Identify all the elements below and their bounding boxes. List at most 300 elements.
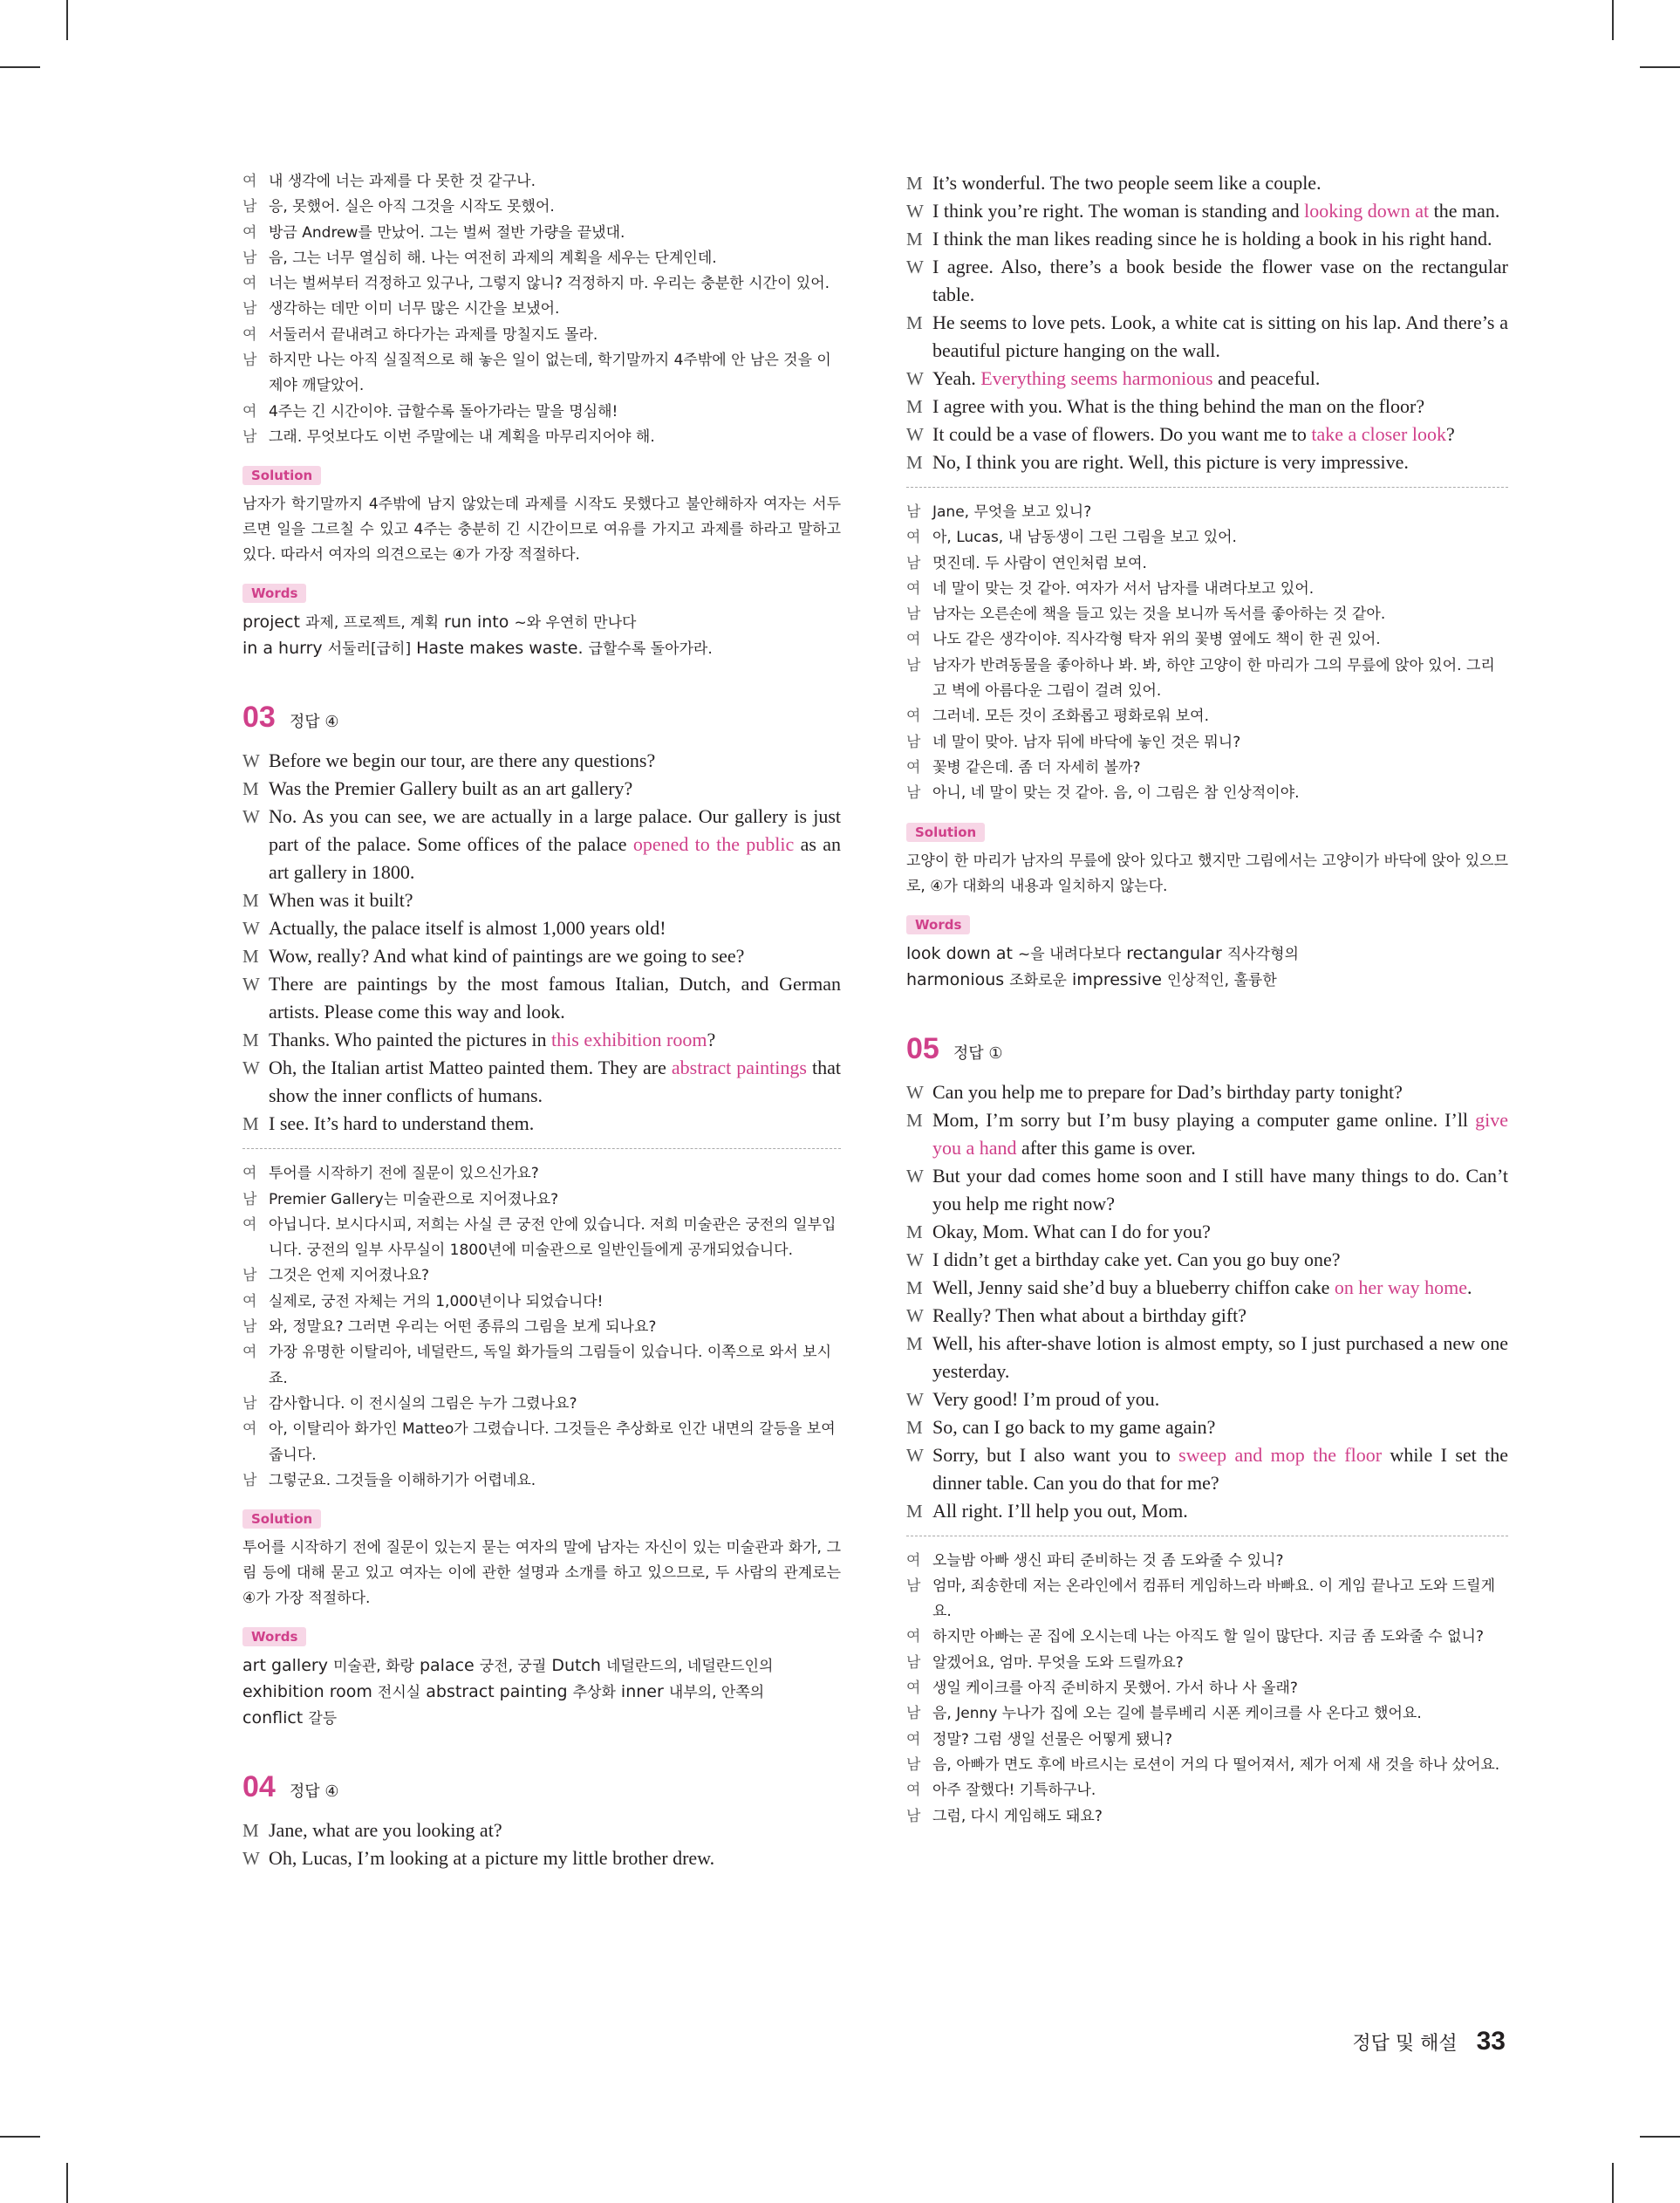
speaker-label: 남 <box>906 656 921 674</box>
line-text <box>932 1302 1508 1330</box>
speaker-label: M <box>906 312 923 333</box>
dialogue-line <box>906 421 1508 448</box>
dialogue-line <box>906 1385 1508 1413</box>
transcript-line <box>906 1804 1508 1830</box>
vocab-line <box>242 636 841 662</box>
line-text: 알겠어요, 엄마. 무엇을 도와 드릴까요? <box>932 1653 1184 1672</box>
q04-header <box>242 1770 841 1804</box>
dialogue-line <box>906 225 1508 253</box>
dialogue-line <box>906 197 1508 225</box>
transcript-line <box>906 1574 1508 1625</box>
dialogue-line <box>906 1302 1508 1330</box>
speaker-label: 남 <box>906 503 921 521</box>
transcript-line <box>906 781 1508 806</box>
speaker-label: W <box>242 1848 260 1870</box>
speaker-label: W <box>906 424 924 445</box>
vocab-term: Dutch <box>551 1656 601 1676</box>
speaker-label: 여 <box>906 631 921 649</box>
speaker-label: 남 <box>242 1267 257 1285</box>
transcript-line <box>242 348 841 400</box>
line-text <box>932 1106 1508 1162</box>
footer-label: 정답 및 해설 <box>1352 2033 1458 2055</box>
key-expression: on her way home <box>1334 1276 1468 1298</box>
q02-solution-text: 남자가 학기말까지 4주밖에 남지 않았는데 과제를 시작도 못했다고 불안해하자 여자는 서두르면 일을 그르칠 수 있고 4주는 충분히 긴 시간이므로 여유를 가지고 과제를 하라고 말하고 있다. 따라서 여자의 의견으로는 ④가 가장 적절하다. <box>242 496 841 564</box>
crop-mark-bottom-left-v <box>66 2163 68 2203</box>
transcript-line <box>906 627 1508 653</box>
key-expression: opened to the public <box>632 833 795 856</box>
solution-badge: Solution <box>906 823 985 842</box>
vocab-term: in a hurry <box>242 639 323 659</box>
speaker-label: W <box>906 201 924 222</box>
text-segment: ? <box>1445 423 1455 445</box>
speaker-label: 여 <box>242 275 257 293</box>
vocab-meaning: 급할수록 돌아가라. <box>588 640 713 659</box>
text-segment: Yeah. <box>932 367 981 389</box>
line-text <box>932 448 1508 476</box>
transcript-line <box>906 1625 1508 1650</box>
transcript-line <box>906 525 1508 551</box>
dialogue-line <box>906 393 1508 421</box>
text-segment: Jane, what are you looking at? <box>269 1819 502 1842</box>
line-text <box>932 1330 1508 1385</box>
transcript-line <box>906 602 1508 627</box>
transcript-line <box>906 1778 1508 1803</box>
crop-mark-bottom-left-h <box>0 2136 40 2138</box>
text-segment: while I set the dinner table. Can you do that for me? <box>932 1443 1508 1494</box>
speaker-label: M <box>906 1276 923 1298</box>
q04-korean-transcript <box>906 500 1508 807</box>
text-segment: after this game is over. <box>1016 1136 1196 1159</box>
transcript-line <box>242 169 841 195</box>
vocab-line <box>242 1653 841 1680</box>
speaker-label: W <box>906 1249 924 1270</box>
dialogue-line <box>906 309 1508 365</box>
line-text: 나도 같은 생각이야. 직사각형 탁자 위의 꽃병 옆에도 책이 한 권 있어. <box>932 631 1381 649</box>
speaker-label: 여 <box>242 1344 257 1362</box>
vocab-meaning: 추상화 <box>572 1684 616 1702</box>
words-badge: Words <box>906 915 970 934</box>
q04-english-dialogue-start <box>242 1816 841 1872</box>
dialogue-line <box>242 1110 841 1138</box>
transcript-line <box>906 730 1508 756</box>
vocab-line <box>242 1706 841 1732</box>
line-text <box>932 1246 1508 1274</box>
line-text: 하지만 나는 아직 실질적으로 해 놓은 일이 없는데, 학기말까지 4주밖에 안 남은 것을 이제야 깨달았어. <box>269 352 831 395</box>
speaker-label: 남 <box>242 1471 257 1489</box>
key-expression: sweep and mop the floor <box>1178 1443 1383 1466</box>
speaker-label: M <box>242 890 259 912</box>
transcript-line <box>906 1728 1508 1753</box>
line-text: 4주는 긴 시간이야. 급할수록 돌아가라는 말을 명심해! <box>269 402 618 421</box>
line-text <box>932 1497 1508 1525</box>
speaker-label: M <box>242 1113 259 1135</box>
line-text: 꽃병 같은데. 좀 더 자세히 볼까? <box>932 758 1141 777</box>
text-segment: There are paintings by the most famous Italian, Dutch, and German artists. Please come this way and look. <box>269 973 841 1023</box>
vocab-term: palace <box>419 1656 475 1676</box>
text-segment: I see. It’s hard to understand them. <box>269 1112 535 1135</box>
dialogue-line <box>906 1218 1508 1246</box>
speaker-label: 여 <box>242 402 257 421</box>
speaker-label: W <box>242 750 260 772</box>
q04-answer: 정답 ④ <box>289 1782 339 1802</box>
speaker-label: 여 <box>242 325 257 344</box>
speaker-label: 여 <box>906 708 921 726</box>
vocab-term: conflict <box>242 1708 304 1728</box>
dialogue-line <box>906 1413 1508 1441</box>
speaker-label: 여 <box>242 223 257 242</box>
speaker-label: M <box>906 1332 923 1354</box>
line-text: 아, 이탈리아 화가인 Matteo가 그렸습니다. 그것들은 추상화로 인간 내면의 갈등을 보여 줍니다. <box>269 1420 836 1464</box>
vocab-meaning: 과제, 프로젝트, 계획 <box>305 614 439 633</box>
key-expression: Everything seems harmonious <box>980 367 1213 389</box>
text-segment: All right. I’ll help you out, Mom. <box>932 1499 1188 1522</box>
crop-mark-bottom-right-h <box>1640 2136 1680 2138</box>
speaker-label: W <box>242 974 260 995</box>
line-text <box>932 421 1508 448</box>
q04-number: 04 <box>242 1770 276 1804</box>
words-badge: Words <box>242 1627 306 1646</box>
q04-vocabulary <box>906 941 1508 994</box>
words-badge: Words <box>242 584 306 603</box>
crop-mark-top-left-v <box>66 0 68 40</box>
dialogue-line <box>906 1162 1508 1218</box>
dialogue-line <box>242 886 841 914</box>
text-segment: No, I think you are right. Well, this picture is very impressive. <box>932 451 1409 473</box>
q05-answer: 정답 ① <box>953 1043 1003 1063</box>
speaker-label: 남 <box>906 554 921 572</box>
line-text: 생각하는 데만 이미 너무 많은 시간을 보냈어. <box>269 300 560 318</box>
speaker-label: M <box>906 1109 923 1131</box>
speaker-label: 남 <box>242 1318 257 1337</box>
vocab-line <box>906 968 1508 994</box>
vocab-meaning: 내부의, 안쪽의 <box>668 1684 765 1702</box>
key-expression: give you a hand <box>932 1108 1508 1159</box>
line-text: 정말? 그럼 생일 선물은 어떻게 됐니? <box>932 1730 1172 1748</box>
dialogue-line <box>242 1026 841 1054</box>
q03-solution-text: 투어를 시작하기 전에 질문이 있는지 묻는 여자의 말에 남자는 자신이 있는 미술관과 화가, 그림 등에 대해 묻고 있고 여자는 이에 관한 설명과 소개를 하고 있으므로, 두 사람의 관계로는 ④가 가장 적절하다. <box>242 1539 841 1608</box>
text-segment: Very good! I’m proud of you. <box>932 1387 1160 1410</box>
speaker-label: 남 <box>242 352 257 370</box>
text-segment: It’s wonderful. The two people seem like a couple. <box>932 172 1321 194</box>
transcript-line <box>242 323 841 348</box>
speaker-label: 여 <box>906 529 921 547</box>
q05-number: 05 <box>906 1031 939 1065</box>
dashed-divider <box>906 487 1508 488</box>
speaker-label: M <box>906 1221 923 1242</box>
speaker-label: 여 <box>242 1215 257 1234</box>
transcript-line <box>242 1187 841 1213</box>
line-text: 실제로, 궁전 자체는 거의 1,000년이나 되었습니다! <box>269 1292 604 1310</box>
transcript-line <box>242 1263 841 1289</box>
speaker-label: W <box>906 257 924 277</box>
solution-badge: Solution <box>242 466 321 485</box>
speaker-label: 남 <box>906 1653 921 1672</box>
line-text: 그럼, 다시 게임해도 돼요? <box>932 1807 1103 1825</box>
speaker-label: M <box>906 173 923 194</box>
vocab-meaning: 네덜란드의, 네덜란드인의 <box>606 1658 774 1676</box>
text-segment: Can you help me to prepare for Dad’s birthday party tonight? <box>932 1080 1403 1103</box>
transcript-line <box>242 1213 841 1264</box>
line-text <box>269 803 841 886</box>
text-segment: as an art gallery in 1800. <box>269 833 841 884</box>
transcript-line <box>906 653 1508 705</box>
transcript-line <box>242 271 841 297</box>
line-text: 네 말이 맞는 것 같아. 여자가 서서 남자를 내려다보고 있어. <box>932 579 1315 598</box>
line-text <box>932 1441 1508 1497</box>
speaker-label: W <box>906 1304 924 1326</box>
vocab-meaning: 전시실 <box>377 1684 421 1702</box>
speaker-label: 남 <box>242 249 257 267</box>
text-segment: and peaceful. <box>1212 367 1321 389</box>
vocab-term: project <box>242 612 300 633</box>
speaker-label: 남 <box>242 300 257 318</box>
text-segment: Oh, the Italian artist Matteo painted them. They are <box>269 1057 672 1079</box>
key-expression: this exhibition room <box>551 1029 707 1051</box>
line-text: 아, Lucas, 내 남동생이 그린 그림을 보고 있어. <box>932 529 1237 547</box>
transcript-line <box>906 1701 1508 1727</box>
line-text: 아닙니다. 보시다시피, 저희는 사실 큰 궁전 안에 있습니다. 저희 미술관은 궁전의 일부입니다. 궁전의 일부 사무실이 1800년에 미술관으로 일반인들에게 공개되었습니다. <box>269 1215 837 1260</box>
text-segment: It could be a vase of flowers. Do you want me to <box>932 423 1312 445</box>
left-column <box>242 169 841 1872</box>
key-expression: abstract paintings <box>671 1057 807 1079</box>
transcript-line <box>242 1161 841 1187</box>
speaker-label: M <box>906 229 923 250</box>
line-text: 그것은 언제 지어졌나요? <box>269 1267 430 1285</box>
q05-header <box>906 1032 1508 1066</box>
transcript-line <box>242 425 841 450</box>
dialogue-line <box>906 253 1508 309</box>
line-text <box>932 1385 1508 1413</box>
line-text: 엄마, 죄송한데 저는 온라인에서 컴퓨터 게임하느라 바빠요. 이 게임 끝나고 도와 드릴게요. <box>932 1577 1496 1621</box>
q02-vocabulary <box>242 610 841 662</box>
vocab-line <box>242 610 841 636</box>
line-text: 너는 벌써부터 걱정하고 있구나, 그렇지 않니? 걱정하지 마. 우리는 충분한 시간이 있어. <box>269 275 830 293</box>
line-text <box>269 1110 841 1138</box>
line-text: 네 말이 맞아. 남자 뒤에 바닥에 놓인 것은 뭐니? <box>932 733 1241 751</box>
page-footer <box>1352 2027 1506 2056</box>
text-segment: Well, his after-shave lotion is almost empty, so I just purchased a new one yesterday. <box>932 1331 1508 1382</box>
right-column <box>906 169 1508 1830</box>
dialogue-line <box>906 169 1508 197</box>
line-text <box>932 1274 1508 1302</box>
line-text <box>932 309 1508 365</box>
speaker-label: 여 <box>242 173 257 190</box>
speaker-label: M <box>906 396 923 417</box>
vocab-meaning: 인상적인, 훌륭한 <box>1166 971 1277 989</box>
line-text: 와, 정말요? 그러면 우리는 어떤 종류의 그림을 보게 되나요? <box>269 1318 657 1337</box>
text-segment: Before we begin our tour, are there any questions? <box>269 749 656 772</box>
dialogue-line <box>242 803 841 886</box>
line-text: 가장 유명한 이탈리아, 네덜란드, 독일 화가들의 그림들이 있습니다. 이쪽으로 와서 보시죠. <box>269 1344 832 1387</box>
vocab-term: exhibition room <box>242 1682 372 1702</box>
line-text <box>269 914 841 942</box>
line-text <box>932 393 1508 421</box>
line-text: 남자는 오른손에 책을 들고 있는 것을 보니까 독서를 좋아하는 것 같아. <box>932 605 1386 624</box>
speaker-label: W <box>906 1165 924 1187</box>
text-segment: Oh, Lucas, I’m looking at a picture my little brother drew. <box>269 1847 715 1870</box>
line-text: 멋진데. 두 사람이 연인처럼 보여. <box>932 554 1147 572</box>
q03-vocabulary <box>242 1653 841 1732</box>
dialogue-line <box>242 1816 841 1844</box>
speaker-label: W <box>242 1057 260 1079</box>
speaker-label: W <box>242 806 260 828</box>
speaker-label: W <box>906 1444 924 1466</box>
line-text: 아니, 네 말이 맞는 것 같아. 음, 이 그림은 참 인상적이야. <box>932 784 1300 803</box>
speaker-label: M <box>906 452 923 473</box>
dialogue-line <box>242 775 841 803</box>
line-text <box>269 1026 841 1054</box>
transcript-line <box>242 400 841 425</box>
line-text: 하지만 아빠는 곧 집에 오시는데 나는 아직도 할 일이 많단다. 지금 좀 도와줄 수 없니? <box>932 1628 1485 1646</box>
dialogue-line <box>906 1078 1508 1106</box>
page-number: 33 <box>1476 2027 1506 2056</box>
speaker-label: M <box>242 946 259 968</box>
speaker-label: 여 <box>906 579 921 598</box>
vocab-meaning: 갈등 <box>308 1710 338 1728</box>
vocab-meaning: 서둘러[급히] <box>327 640 412 659</box>
dialogue-line <box>906 1246 1508 1274</box>
speaker-label: 여 <box>906 1628 921 1646</box>
vocab-meaning: 미술관, 화랑 <box>333 1658 414 1676</box>
line-text <box>932 169 1508 197</box>
text-segment: When was it built? <box>269 889 413 912</box>
text-segment: ? <box>707 1029 716 1051</box>
text-segment: I think you’re right. The woman is standing and <box>932 200 1305 222</box>
q03-number: 03 <box>242 701 276 735</box>
transcript-line <box>242 297 841 322</box>
speaker-label: W <box>906 368 924 389</box>
line-text: 내 생각에 너는 과제를 다 못한 것 같구나. <box>269 173 536 190</box>
transcript-line <box>242 246 841 271</box>
text-segment: He seems to love pets. Look, a white cat is sitting on his lap. And there’s a beautiful picture hanging on the wall. <box>932 311 1508 361</box>
line-text: 그렇군요. 그것들을 이해하기가 어렵네요. <box>269 1471 536 1489</box>
crop-mark-bottom-right-v <box>1612 2163 1614 2203</box>
speaker-label: 여 <box>906 1551 921 1570</box>
transcript-line <box>242 195 841 220</box>
speaker-label: 남 <box>906 1807 921 1825</box>
speaker-label: 남 <box>242 1394 257 1413</box>
transcript-line <box>242 221 841 246</box>
text-segment: So, can I go back to my game again? <box>932 1415 1216 1438</box>
text-segment: the man. <box>1429 200 1500 222</box>
text-segment: Actually, the palace itself is almost 1,000 years old! <box>269 917 666 940</box>
dialogue-line <box>906 1274 1508 1302</box>
speaker-label: 남 <box>242 428 257 446</box>
vocab-term: look down at <box>906 943 1013 963</box>
dialogue-line <box>242 1054 841 1110</box>
text-segment: I agree with you. What is the thing behind the man on the floor? <box>932 395 1425 417</box>
speaker-label: 남 <box>242 1190 257 1208</box>
dialogue-line <box>242 747 841 775</box>
line-text <box>269 1054 841 1110</box>
speaker-label: 남 <box>906 784 921 803</box>
q03-answer: 정답 ④ <box>289 713 339 732</box>
text-segment: that show the inner conflicts of humans. <box>269 1057 841 1107</box>
transcript-line <box>906 756 1508 781</box>
dialogue-line <box>906 448 1508 476</box>
line-text: 아주 잘했다! 기특하구나. <box>932 1782 1096 1800</box>
speaker-label: 남 <box>906 1755 921 1774</box>
vocab-meaning: ~와 우연히 만나다 <box>514 614 637 633</box>
vocab-term: inner <box>620 1682 664 1702</box>
crop-mark-top-right-v <box>1612 0 1614 40</box>
text-segment: Sorry, but I also want you to <box>932 1443 1179 1466</box>
transcript-line <box>906 577 1508 602</box>
text-segment: But your dad comes home soon and I still have many things to do. Can’t you help me right now? <box>932 1164 1508 1214</box>
dialogue-line <box>242 1844 841 1872</box>
vocab-meaning: 조화로운 <box>1009 971 1067 989</box>
speaker-label: M <box>906 1416 923 1438</box>
line-text <box>269 747 841 775</box>
q03-english-dialogue <box>242 747 841 1138</box>
line-text: Jane, 무엇을 보고 있니? <box>932 503 1092 521</box>
speaker-label: M <box>242 1820 259 1842</box>
speaker-label: 여 <box>906 1680 921 1698</box>
transcript-line <box>242 1290 841 1315</box>
line-text: 투어를 시작하기 전에 질문이 있으신가요? <box>269 1165 539 1183</box>
crop-mark-top-left-h <box>0 66 40 68</box>
dialogue-line <box>906 1106 1508 1162</box>
speaker-label: 남 <box>906 733 921 751</box>
vocab-term: impressive <box>1071 969 1162 989</box>
line-text <box>269 1844 841 1872</box>
key-expression: take a closer look <box>1311 423 1446 445</box>
speaker-label: 남 <box>906 1705 921 1723</box>
transcript-line <box>242 1468 841 1494</box>
transcript-line <box>242 1392 841 1417</box>
line-text: 남자가 반려동물을 좋아하나 봐. 봐, 하얀 고양이 한 마리가 그의 무릎에 앉아 있어. 그리고 벽에 아름다운 그림이 걸려 있어. <box>932 656 1495 701</box>
line-text <box>932 253 1508 309</box>
vocab-meaning: ~을 내려다보다 <box>1018 945 1122 963</box>
line-text: 오늘밤 아빠 생신 파티 준비하는 것 좀 도와줄 수 있니? <box>932 1551 1284 1570</box>
speaker-label: W <box>906 1081 924 1103</box>
dialogue-line <box>242 914 841 942</box>
speaker-label: M <box>242 778 259 800</box>
dialogue-line <box>242 942 841 970</box>
line-text <box>269 886 841 914</box>
line-text: 그러네. 모든 것이 조화롭고 평화로워 보여. <box>932 708 1210 726</box>
speaker-label: 남 <box>906 1577 921 1595</box>
line-text: 응, 못했어. 실은 아직 그것을 시작도 못했어. <box>269 198 555 216</box>
line-text <box>269 775 841 803</box>
speaker-label: 여 <box>242 1420 257 1439</box>
line-text <box>932 365 1508 393</box>
text-segment: I agree. Also, there’s a book beside the flower vase on the rectangular table. <box>932 256 1508 305</box>
speaker-label: 여 <box>906 1782 921 1800</box>
vocab-term: run into <box>444 612 509 633</box>
q04-english-dialogue-cont <box>906 169 1508 476</box>
q05-english-dialogue <box>906 1078 1508 1525</box>
vocab-term: rectangular <box>1126 943 1222 963</box>
speaker-label: 여 <box>906 758 921 777</box>
transcript-line <box>242 1315 841 1340</box>
line-text: 서둘러서 끝내려고 하다가는 과제를 망칠지도 몰라. <box>269 325 598 344</box>
line-text <box>932 1078 1508 1106</box>
text-segment: I think the man likes reading since he is holding a book in his right hand. <box>932 228 1492 250</box>
line-text: 그래. 무엇보다도 이번 주말에는 내 계획을 마무리지어야 해. <box>269 428 655 446</box>
speaker-label: W <box>242 918 260 940</box>
solution-badge: Solution <box>242 1509 321 1529</box>
speaker-label: 여 <box>906 1730 921 1748</box>
line-text: 방금 Andrew를 만났어. 그는 벌써 절반 가량을 끝냈대. <box>269 223 625 242</box>
text-segment: Thanks. Who painted the pictures in <box>269 1029 552 1051</box>
vocab-term: Haste makes waste. <box>416 639 584 659</box>
transcript-line <box>906 1651 1508 1676</box>
line-text <box>932 1162 1508 1218</box>
vocab-meaning: 직사각형의 <box>1226 945 1299 963</box>
line-text: 음, 그는 너무 열심히 해. 나는 여전히 과제의 계획을 세우는 단계인데. <box>269 249 717 267</box>
speaker-label: 남 <box>242 198 257 216</box>
